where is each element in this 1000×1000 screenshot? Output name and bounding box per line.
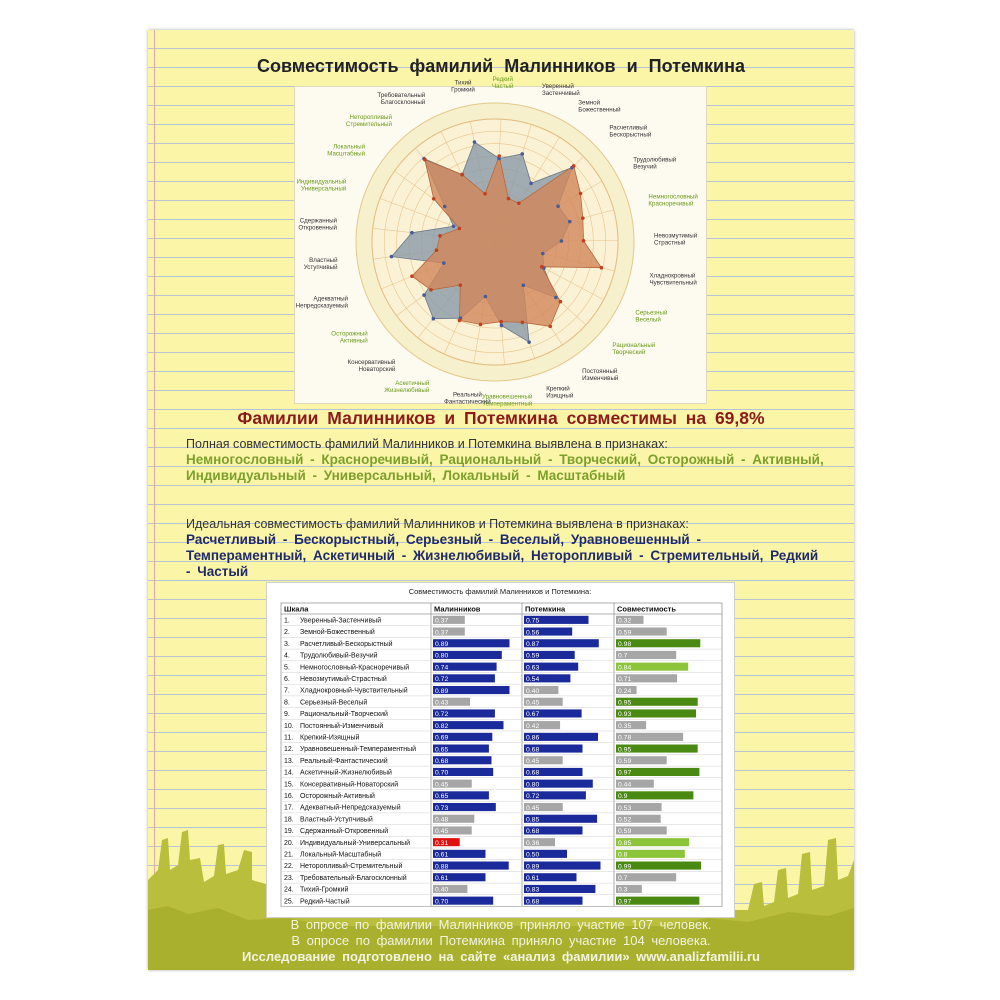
table-value-label: 0.54 bbox=[526, 676, 540, 684]
table-row-number: 4. bbox=[284, 652, 290, 660]
table-value-label: 0.84 bbox=[618, 664, 632, 672]
radar-point-malinnikov bbox=[600, 266, 604, 270]
table-value-label: 0.45 bbox=[526, 804, 540, 812]
table-value-label: 0.95 bbox=[618, 746, 632, 754]
table-row-label: Сдержанный-Откровенный bbox=[300, 828, 389, 836]
table-value-label: 0.3 bbox=[618, 886, 628, 894]
table-value-label: 0.35 bbox=[618, 722, 632, 730]
table-value-label: 0.85 bbox=[618, 839, 632, 847]
compatibility-table-panel bbox=[266, 582, 735, 918]
radar-axis-label: Хладнокровный Чувствительный bbox=[649, 272, 697, 287]
radar-point-potemkina bbox=[442, 261, 446, 265]
table-row-label: Индивидуальный-Универсальный bbox=[300, 839, 411, 847]
radar-point-potemkina bbox=[422, 293, 426, 297]
table-value-label: 0.70 bbox=[435, 769, 449, 777]
table-value-label: 0.83 bbox=[526, 886, 540, 894]
table-value-label: 0.59 bbox=[618, 629, 632, 637]
table-value-label: 0.59 bbox=[618, 758, 632, 765]
table-row-number: 6. bbox=[284, 676, 290, 683]
table-value-label: 0.59 bbox=[618, 828, 632, 836]
table-row-number: 3. bbox=[284, 640, 290, 648]
table-value-label: 0.69 bbox=[435, 734, 449, 742]
radar-axis-label: Осторожный Активный bbox=[331, 330, 368, 345]
radar-axis-label: Расчетливый Бескорыстный bbox=[609, 124, 652, 139]
table-value-label: 0.45 bbox=[526, 758, 540, 765]
table-value-label: 0.95 bbox=[618, 699, 632, 707]
footer-line-3: Исследование подготовлено на сайте «анализ фамилии» www.analizfamilii.ru bbox=[242, 949, 760, 964]
radar-point-potemkina bbox=[556, 204, 560, 208]
table-value-label: 0.85 bbox=[526, 816, 540, 824]
table-value-label: 0.65 bbox=[435, 793, 449, 801]
table-row-number: 12. bbox=[284, 746, 294, 754]
footer-line-2: В опросе по фамилии Потемкина приняло участие 104 человека. bbox=[291, 933, 711, 948]
table-row-number: 1. bbox=[284, 617, 290, 625]
table-row-label: Требовательный-Благосклонный bbox=[300, 874, 407, 882]
radar-axis-label: Постоянный Изменчивый bbox=[582, 368, 619, 383]
table-row-label: Крепкий-Изящный bbox=[300, 734, 360, 742]
radar-chart-panel bbox=[294, 76, 707, 408]
table-value-label: 0.45 bbox=[435, 781, 449, 789]
radar-chart bbox=[295, 76, 706, 408]
table-value-label: 0.48 bbox=[435, 816, 449, 824]
radar-point-potemkina bbox=[432, 317, 436, 321]
table-row-label: Локальный-Масштабный bbox=[300, 851, 382, 859]
table-row-number: 23. bbox=[284, 874, 294, 882]
table-caption: Совместимость фамилий Малинников и Потемкина: bbox=[408, 587, 592, 596]
table-value-label: 0.7 bbox=[618, 652, 628, 660]
table-row-label: Тихий-Громкий bbox=[300, 886, 349, 894]
table-row-label: Трудолюбивый-Везучий bbox=[300, 652, 378, 660]
table-value-label: 0.61 bbox=[526, 875, 540, 882]
table-value-label: 0.52 bbox=[618, 816, 632, 824]
radar-point-potemkina bbox=[541, 252, 545, 256]
table-value-label: 0.61 bbox=[435, 851, 449, 859]
table-row-label: Редкий-Частый bbox=[300, 898, 350, 906]
radar-point-malinnikov bbox=[559, 300, 563, 304]
table-row-number: 14. bbox=[284, 769, 294, 777]
radar-axis-label: Аскетичный Жизнелюбивый bbox=[384, 379, 430, 394]
table-row-number: 11. bbox=[284, 734, 294, 742]
radar-point-potemkina bbox=[527, 340, 531, 344]
radar-point-malinnikov bbox=[432, 197, 436, 201]
table-value-label: 0.63 bbox=[526, 664, 540, 672]
table-value-label: 0.68 bbox=[526, 898, 540, 906]
table-value-label: 0.86 bbox=[526, 734, 540, 742]
table-header-cell: Шкала bbox=[284, 604, 309, 614]
table-value-label: 0.67 bbox=[526, 711, 540, 719]
table-value-label: 0.44 bbox=[618, 781, 632, 789]
radar-point-malinnikov bbox=[499, 320, 503, 324]
table-value-label: 0.71 bbox=[618, 676, 632, 684]
radar-point-potemkina bbox=[554, 296, 558, 300]
ideal-compat-items: Расчетливый - Бескорыстный, Серьезный - Веселый, Уравновешенный - Темпераментный, Аскетичный - Жизнелюбивый, Неторопливый - Стремительный, Редкий - Частый bbox=[186, 532, 819, 579]
radar-point-malinnikov bbox=[548, 325, 552, 329]
radar-axis-label: Серьезный Веселый bbox=[635, 309, 668, 324]
table-value-label: 0.72 bbox=[526, 793, 540, 801]
table-value-label: 0.37 bbox=[435, 629, 449, 637]
table-value-label: 0.40 bbox=[435, 886, 449, 894]
table-value-label: 0.45 bbox=[435, 828, 449, 836]
table-row-label: Осторожный-Активный bbox=[300, 793, 375, 800]
radar-point-malinnikov bbox=[517, 201, 521, 205]
radar-point-potemkina bbox=[484, 295, 488, 299]
table-row-label: Расчетливый-Бескорыстный bbox=[300, 640, 393, 648]
footer-line-1: В опросе по фамилии Малинников приняло участие 107 человек. bbox=[290, 917, 712, 932]
radar-point-potemkina bbox=[560, 239, 564, 243]
table-value-label: 0.97 bbox=[618, 898, 632, 906]
radar-point-malinnikov bbox=[507, 197, 511, 201]
table-row-label: Властный-Уступчивый bbox=[300, 816, 373, 824]
radar-point-potemkina bbox=[473, 140, 477, 144]
radar-axis-label: Неторопливый Стремительный bbox=[345, 113, 392, 128]
table-value-label: 0.82 bbox=[435, 722, 449, 730]
table-value-label: 0.80 bbox=[526, 781, 540, 789]
table-header-cell: Совместимость bbox=[617, 604, 676, 614]
full-compat-items: Немногословный - Красноречивый, Рациональный - Творческий, Осторожный - Активный, Индивидуальный - Универсальный, Локальный - Масштабный bbox=[186, 452, 824, 483]
radar-axis-label: Трудолюбивый Везучий bbox=[633, 156, 677, 171]
radar-point-malinnikov bbox=[581, 216, 585, 220]
table-row-number: 19. bbox=[284, 828, 294, 836]
table-value-label: 0.72 bbox=[435, 711, 449, 719]
radar-axis-label: Консервативный Новаторский bbox=[347, 358, 396, 373]
table-value-label: 0.68 bbox=[526, 828, 540, 836]
table-row-number: 2. bbox=[284, 629, 290, 637]
radar-point-potemkina bbox=[529, 182, 533, 186]
table-value-label: 0.45 bbox=[526, 699, 540, 707]
table-value-label: 0.36 bbox=[526, 839, 540, 847]
radar-axis-label: Земной Божественный bbox=[578, 99, 621, 114]
radar-point-malinnikov bbox=[429, 288, 433, 292]
radar-axis-label: Тихий Громкий bbox=[451, 79, 475, 94]
table-row-number: 5. bbox=[284, 664, 290, 672]
table-value-label: 0.31 bbox=[435, 839, 449, 847]
radar-point-potemkina bbox=[568, 220, 572, 224]
table-row-label: Рациональный-Творческий bbox=[300, 711, 388, 719]
table-value-label: 0.68 bbox=[526, 746, 540, 754]
radar-axis-label: Немногословный Красноречивый bbox=[648, 193, 698, 208]
table-row-number: 25. bbox=[284, 898, 294, 906]
radar-point-malinnikov bbox=[521, 321, 525, 325]
table-value-label: 0.32 bbox=[618, 617, 632, 625]
full-compat-lead: Полная совместимость фамилий Малинников и Потемкина выявлена в признаках: bbox=[186, 437, 668, 451]
radar-point-malinnikov bbox=[479, 323, 483, 327]
table-value-label: 0.89 bbox=[435, 641, 449, 648]
table-row-number: 15. bbox=[284, 781, 294, 789]
table-value-label: 0.68 bbox=[435, 758, 449, 765]
radar-axis-label: Невозмутимый Страстный bbox=[653, 232, 698, 247]
full-compat-block bbox=[186, 436, 826, 484]
table-value-label: 0.61 bbox=[435, 875, 449, 882]
radar-point-potemkina bbox=[452, 224, 456, 228]
table-row-number: 17. bbox=[284, 804, 294, 812]
table-value-label: 0.50 bbox=[526, 851, 540, 859]
radar-point-malinnikov bbox=[410, 274, 414, 278]
table-row-number: 18. bbox=[284, 816, 294, 824]
table-value-label: 0.59 bbox=[526, 652, 540, 660]
table-value-label: 0.75 bbox=[526, 617, 540, 625]
table-value-label: 0.7 bbox=[618, 875, 628, 882]
table-row-label: Неторопливый-Стремительный bbox=[300, 863, 403, 871]
radar-point-potemkina bbox=[390, 255, 394, 259]
table-value-label: 0.87 bbox=[526, 641, 540, 648]
table-value-label: 0.97 bbox=[618, 769, 632, 777]
radar-axis-label: Уверенный Застенчивый bbox=[541, 83, 580, 98]
radar-axis-label: Крепкий Изящный bbox=[546, 385, 574, 400]
table-row-number: 22. bbox=[284, 863, 294, 871]
ideal-compat-lead: Идеальная совместимость фамилий Малинников и Потемкина выявлена в признаках: bbox=[186, 517, 689, 531]
radar-axis-label: Сдержанный Откровенный bbox=[298, 217, 337, 232]
ideal-compat-block bbox=[186, 516, 826, 580]
table-value-label: 0.40 bbox=[526, 687, 540, 695]
radar-point-malinnikov bbox=[435, 248, 439, 252]
table-row-number: 16. bbox=[284, 793, 294, 800]
radar-point-malinnikov bbox=[459, 283, 463, 287]
radar-axis-label: Адекватный Непредсказуемый bbox=[295, 295, 349, 310]
radar-axis-label: Индивидуальный Универсальный bbox=[296, 178, 347, 193]
table-row-label: Реальный-Фантастический bbox=[300, 757, 388, 765]
radar-point-malinnikov bbox=[579, 192, 583, 196]
table-row-label: Постоянный-Изменчивый bbox=[300, 722, 384, 730]
radar-point-malinnikov bbox=[582, 239, 586, 243]
table-value-label: 0.68 bbox=[526, 769, 540, 777]
footer bbox=[148, 917, 854, 965]
radar-axis-label: Редкий Частый bbox=[492, 76, 514, 91]
radar-axis-label: Требовательный Благосклонный bbox=[377, 92, 426, 107]
radar-point-malinnikov bbox=[460, 173, 464, 177]
radar-point-potemkina bbox=[521, 283, 525, 287]
table-value-label: 0.80 bbox=[435, 652, 449, 660]
table-value-label: 0.74 bbox=[435, 664, 449, 672]
table-row-number: 13. bbox=[284, 757, 294, 765]
radar-point-malinnikov bbox=[572, 164, 576, 168]
table-row-number: 7. bbox=[284, 687, 290, 695]
table-value-label: 0.37 bbox=[435, 617, 449, 625]
table-value-label: 0.89 bbox=[526, 863, 540, 871]
table-value-label: 0.9 bbox=[618, 793, 628, 801]
table-row-label: Консервативный-Новаторский bbox=[300, 781, 399, 789]
table-header-cell: Малинников bbox=[434, 604, 481, 614]
compatibility-headline: Фамилии Малинников и Потемкина совместимы на 69,8% bbox=[237, 408, 765, 428]
radar-point-malinnikov bbox=[540, 265, 544, 269]
table-value-label: 0.78 bbox=[618, 734, 632, 742]
table-value-label: 0.56 bbox=[526, 629, 540, 637]
table-row-label: Хладнокровный-Чувствительный bbox=[300, 687, 408, 695]
radar-point-malinnikov bbox=[483, 192, 487, 196]
poster-sheet bbox=[148, 30, 854, 970]
radar-axis-label: Локальный Масштабный bbox=[327, 143, 366, 158]
table-value-label: 0.88 bbox=[435, 863, 449, 871]
table-value-label: 0.53 bbox=[618, 804, 632, 812]
radar-axis-label: Реальный Фантастический bbox=[444, 391, 491, 406]
radar-point-malinnikov bbox=[458, 319, 462, 323]
table-row-label: Уравновешенный-Темпераментный bbox=[300, 746, 417, 754]
table-value-bar bbox=[616, 791, 693, 799]
table-row-label: Аскетичный-Жизнелюбивый bbox=[300, 769, 392, 777]
radar-point-potemkina bbox=[443, 205, 447, 209]
radar-point-potemkina bbox=[500, 324, 504, 328]
table-header-cell: Потемкина bbox=[525, 604, 566, 614]
table-row-number: 9. bbox=[284, 711, 290, 719]
radar-point-malinnikov bbox=[497, 154, 501, 158]
table-row-label: Уверенный-Застенчивый bbox=[300, 617, 382, 625]
table-row-number: 21. bbox=[284, 851, 294, 859]
radar-axis-label: Рациональный Творческий bbox=[612, 342, 656, 357]
radar-point-malinnikov bbox=[458, 227, 462, 231]
radar-point-malinnikov bbox=[423, 158, 427, 162]
radar-axis-label: Властный Уступчивый bbox=[303, 257, 338, 272]
table-value-label: 0.89 bbox=[435, 687, 449, 695]
table-row-label: Невозмутимый-Страстный bbox=[300, 676, 387, 683]
radar-point-potemkina bbox=[410, 231, 414, 235]
page-title: Совместимость фамилий Малинников и Потемкина bbox=[256, 56, 746, 76]
table-value-label: 0.99 bbox=[618, 863, 632, 871]
table-value-label: 0.65 bbox=[435, 746, 449, 754]
radar-axis-label: Уравновешенный Темпераментный bbox=[481, 393, 533, 408]
radar-point-potemkina bbox=[520, 152, 524, 156]
table-value-label: 0.93 bbox=[618, 711, 632, 719]
table-value-label: 0.8 bbox=[618, 851, 628, 859]
table-value-label: 0.72 bbox=[435, 676, 449, 684]
table-value-label: 0.43 bbox=[435, 699, 449, 707]
radar-point-malinnikov bbox=[438, 234, 442, 238]
table-row-label: Адекватный-Непредсказуемый bbox=[300, 804, 401, 812]
table-value-label: 0.73 bbox=[435, 804, 449, 812]
table-row-label: Земной-Божественный bbox=[300, 629, 375, 637]
table-row-number: 24. bbox=[284, 886, 294, 894]
table-row-number: 8. bbox=[284, 699, 290, 707]
table-value-label: 0.98 bbox=[618, 641, 632, 648]
table-value-label: 0.42 bbox=[526, 722, 540, 730]
table-frame bbox=[281, 603, 722, 907]
table-row-label: Немногословный-Красноречивый bbox=[300, 664, 410, 672]
table-row-number: 10. bbox=[284, 722, 294, 730]
table-row-label: Серьезный-Веселый bbox=[300, 699, 368, 707]
table-row-number: 20. bbox=[284, 839, 294, 847]
table-value-label: 0.24 bbox=[618, 687, 632, 695]
table-value-label: 0.70 bbox=[435, 898, 449, 906]
compatibility-table bbox=[267, 583, 734, 917]
